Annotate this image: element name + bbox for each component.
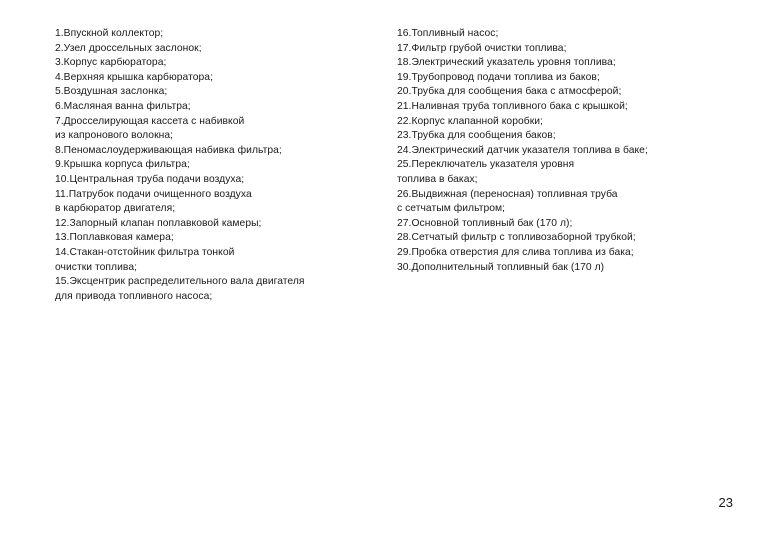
legend-right-column [397,27,747,275]
legend-left-column [55,27,375,304]
legend-line: 11.Патрубок подачи очищенного воздуха [55,188,252,200]
legend-line: 12.Запорный клапан поплавковой камеры; [55,217,262,229]
legend-line: из капронового волокна; [55,130,174,142]
legend-line: 17.Фильтр грубой очистки топлива; [397,42,567,54]
legend-line: 4.Верхняя крышка карбюратора; [55,71,213,83]
legend-line: 8.Пеномаслоудерживающая набивка фильтра; [55,144,282,156]
legend-line: очистки топлива; [55,261,138,273]
legend-line: 25.Переключатель указателя уровня [397,159,575,171]
legend-line: в карбюратор двигателя; [55,203,176,215]
legend-line: 9.Крышка корпуса фильтра; [55,159,190,171]
legend-line: 24.Электрический датчик указателя топлива в баке; [397,144,648,156]
legend-line: 10.Центральная труба подачи воздуха; [55,173,245,185]
legend-line: 3.Корпус карбюратора; [55,57,167,69]
legend-line: 26.Выдвижная (переносная) топливная труба [397,188,618,200]
legend-line: 22.Корпус клапанной коробки; [397,115,543,127]
legend-line: 13.Поплавковая камера; [55,232,174,244]
legend-line: 15.Эксцентрик распределительного вала двигателя [55,276,305,288]
page-number: 23 [718,495,733,510]
legend-line: топлива в баках; [397,173,478,185]
legend-line: 16.Топливный насос; [397,28,499,39]
legend-line: 29.Пробка отверстия для слива топлива из бака; [397,246,634,258]
legend-line: 18.Электрический указатель уровня топлива; [397,57,616,69]
legend-line: с сетчатым фильтром; [397,203,506,215]
legend-line: 7.Дросселирующая кассета с набивкой [55,115,245,127]
legend-line: 6.Масляная ванна фильтра; [55,100,191,112]
legend-line: 28.Сетчатый фильтр с топливозаборной трубкой; [397,232,636,244]
legend-line: для привода топливного насоса; [55,290,213,302]
legend-line: 1.Впускной коллектор; [55,28,164,39]
legend-line: 30.Дополнительный топливный бак (170 л) [397,261,605,273]
legend-line: 21.Наливная труба топливного бака с крышкой; [397,100,628,112]
legend-line: 5.Воздушная заслонка; [55,86,168,98]
legend-line: 20.Трубка для сообщения бака с атмосферой; [397,86,622,98]
legend-line: 19.Трубопровод подачи топлива из баков; [397,71,600,83]
legend-line: 14.Стакан-отстойник фильтра тонкой [55,246,235,258]
legend-line: 27.Основной топливный бак (170 л); [397,217,573,229]
legend-line: 2.Узел дроссельных заслонок; [55,42,202,54]
legend-line: 23.Трубка для сообщения баков; [397,130,556,142]
